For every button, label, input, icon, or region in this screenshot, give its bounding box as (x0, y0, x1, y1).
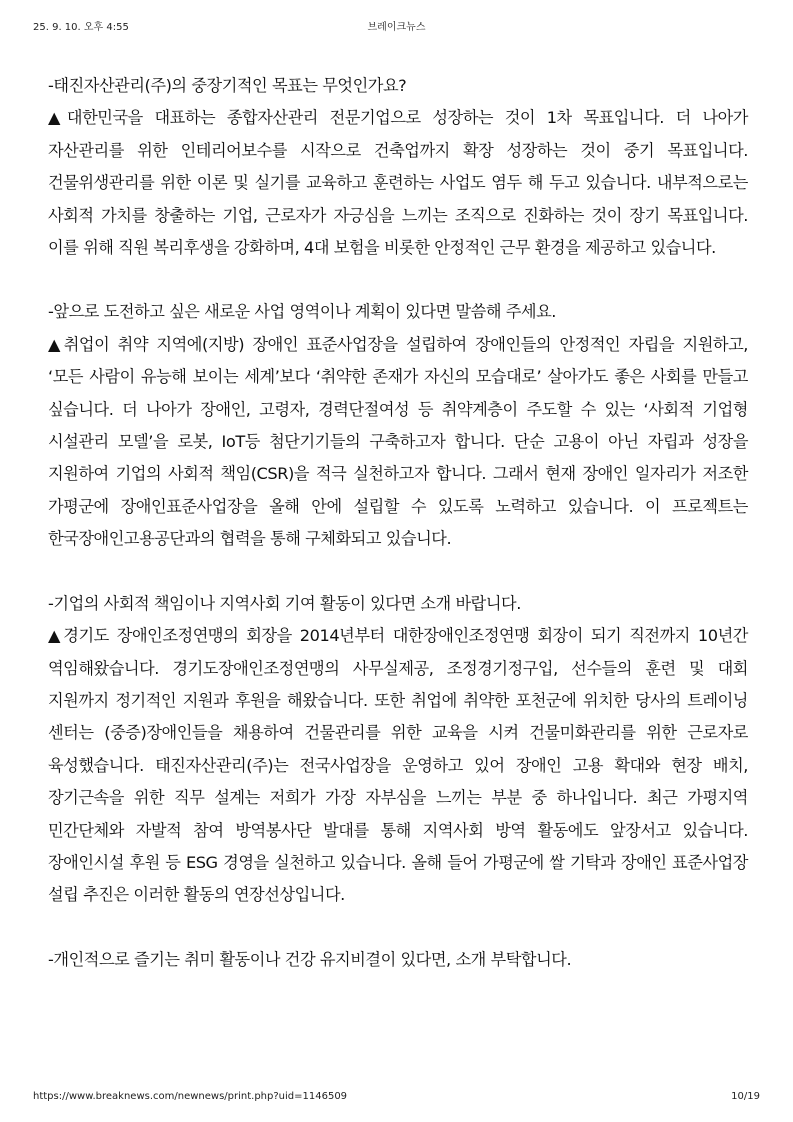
interview-question: -개인적으로 즐기는 취미 활동이나 건강 유지비결이 있다면, 소개 부탁합니다. (48, 949, 572, 969)
interview-answer: ▲대한민국을 대표하는 종합자산관리 전문기업으로 성장하는 것이 1차 목표입니다. 더 나아가 자산관리를 위한 인테리어보수를 시작으로 건축업까지 확장 성장하는 것이 중기 목표입니다. 건물위생관리를 위한 이론 및 실기를 교육하고 훈련하는 사업도 염두 해 두고 있습니다. 내부적으로는 사회적 가치를 창출하는 기업, 근로자가 자긍심을 느끼는 조직으로 진화하는 것이 장기 목표입니다. 이를 위해 직원 복리후생을 강화하며, 4대 보험을 비롯한 안정적인 근무 환경을 제공하고 있습니다. (48, 108, 748, 258)
print-footer (33, 1089, 760, 1105)
interview-question: -기업의 사회적 책임이나 지역사회 기여 활동이 있다면 소개 바랍니다. (48, 593, 521, 613)
interview-question: -태진자산관리(주)의 중장기적인 목표는 무엇인가요? (48, 76, 407, 95)
page-number: 10/19 (731, 1091, 760, 1102)
page-url[interactable]: https://www.breaknews.com/newnews/print.php?uid=1146509 (33, 1091, 348, 1102)
print-datetime: 25. 9. 10. 오후 4:55 (33, 22, 129, 33)
interview-question: -앞으로 도전하고 싶은 새로운 사업 영역이나 계획이 있다면 말씀해 주세요. (48, 302, 556, 322)
interview-answer: ▲경기도 장애인조정연맹의 회장을 2014년부터 대한장애인조정연맹 회장이 되기 직전까지 10년간 역임해왔습니다. 경기도장애인조정연맹의 사무실제공, 조정경기정구입, 선수들의 훈련 및 대회 지원까지 정기적인 지원과 후원을 해왔습니다. 또한 취업에 취약한 포천군에 위치한 당사의 트레이닝 센터는 (중증)장애인들을 채용하여 건물관리를 위한 교육을 시켜 건물미화관리를 위한 근로자로 육성했습니다. 태진자산관리(주)는 전국사업장을 운영하고 있어 장애인 고용 확대와 현장 배치, 장기근속을 위한 직무 설계는 저희가 가장 자부심을 느끼는 부분 중 하나입니다. 최근 가평지역 민간단체와 자발적 참여 방역봉사단 발대를 통해 지역사회 방역 활동에도 앞장서고 있습니다. 장애인시설 후원 등 ESG 경영을 실천하고 있습니다. 올해 들어 가평군에 쌀 기탁과 장애인 표준사업장 설립 추진은 이러한 활동의 연장선상입니다. (48, 626, 748, 905)
interview-answer: ▲취업이 취약 지역에(지방) 장애인 표준사업장을 설립하여 장애인들의 안정적인 자립을 지원하고, ‘모든 사람이 유능해 보이는 세계’보다 ‘취약한 존재가 자신의 모습대로’ 살아가도 좋은 사회를 만들고 싶습니다. 더 나아가 장애인, 고령자, 경력단절여성 등 취약계층이 주도할 수 있는 ‘사회적 기업형 시설관리 모델’을 로봇, IoT등 첨단기기들의 구축하고자 합니다. 단순 고용이 아닌 자립과 성장을 지원하여 기업의 사회적 책임(CSR)을 적극 실천하고자 합니다. 그래서 현재 장애인 일자리가 저조한 가평군에 장애인표준사업장을 올해 안에 설립할 수 있도록 노력하고 있습니다. 이 프로젝트는 한국장애인고용공단과의 협력을 통해 구체화되고 있습니다. (48, 334, 748, 549)
site-title: 브레이크뉴스 (367, 22, 426, 33)
print-header (33, 20, 760, 36)
article-body (48, 70, 748, 976)
